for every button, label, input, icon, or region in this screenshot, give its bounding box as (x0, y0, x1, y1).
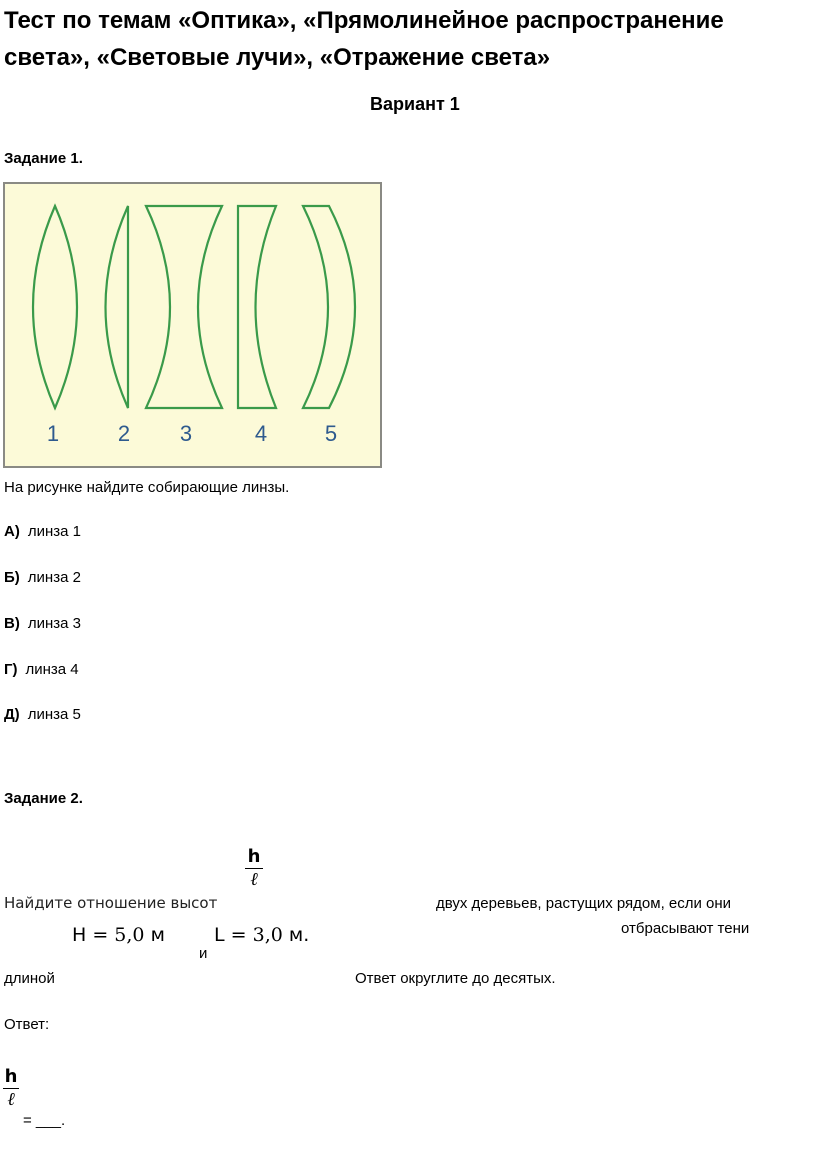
fraction-denominator: ℓ (250, 869, 258, 890)
option-text: линза 1 (27, 523, 81, 540)
task2-text-length: длиной (4, 970, 55, 987)
option-letter: В) (4, 615, 20, 632)
lens-label-4: 4 (254, 421, 268, 446)
fraction-denominator: ℓ (7, 1089, 15, 1110)
answer-label: Ответ: (4, 1016, 50, 1033)
option-letter: Д) (4, 706, 20, 723)
option-text: линза 5 (27, 706, 81, 723)
option-c (4, 615, 81, 632)
option-text: линза 2 (27, 569, 81, 586)
answer-blank[interactable]: = ___. (23, 1112, 66, 1129)
task2-text-trees: двух деревьев, растущих рядом, если они (436, 895, 732, 912)
option-letter: А) (4, 523, 20, 540)
option-b (4, 569, 81, 586)
option-e (4, 706, 81, 723)
lens-label-3: 3 (179, 421, 193, 446)
option-letter: Г) (4, 661, 18, 678)
lens-label-2: 2 (117, 421, 131, 446)
fraction-numerator: h (4, 1066, 18, 1087)
L-symbol: L (214, 924, 225, 946)
task1-heading: Задание 1. (4, 150, 83, 167)
task2-text-find: Найдите отношение высот (4, 894, 218, 912)
option-letter: Б) (4, 569, 20, 586)
lens-label-5: 5 (324, 421, 338, 446)
option-text: линза 4 (25, 661, 79, 678)
option-d (4, 661, 79, 678)
fraction-numerator: h (247, 846, 261, 867)
height-ratio-fraction (245, 847, 263, 890)
conjunction-and: и (199, 945, 208, 962)
H-symbol: H (72, 924, 87, 946)
shadow-L-formula (214, 924, 309, 946)
option-text: линза 3 (27, 615, 81, 632)
page-title: Тест по темам «Оптика», «Прямолинейное распространение света», «Световые лучи», «Отражение света» (4, 7, 724, 71)
lens-label-1: 1 (46, 421, 60, 446)
task2-text-shadows: отбрасывают тени (621, 920, 750, 937)
task2-heading: Задание 2. (4, 790, 83, 807)
option-a (4, 523, 81, 540)
H-value: = 5,0 (92, 924, 145, 946)
H-unit: м (150, 924, 165, 946)
variant-heading: Вариант 1 (370, 94, 460, 114)
task1-question: На рисунке найдите собирающие линзы. (4, 479, 290, 496)
L-unit: м. (288, 924, 310, 946)
answer-fraction (3, 1067, 19, 1110)
lens-figure (3, 182, 382, 468)
shadow-H-formula (72, 924, 165, 946)
task2-text-round: Ответ округлите до десятых. (355, 970, 556, 987)
L-value: = 3,0 (230, 924, 283, 946)
